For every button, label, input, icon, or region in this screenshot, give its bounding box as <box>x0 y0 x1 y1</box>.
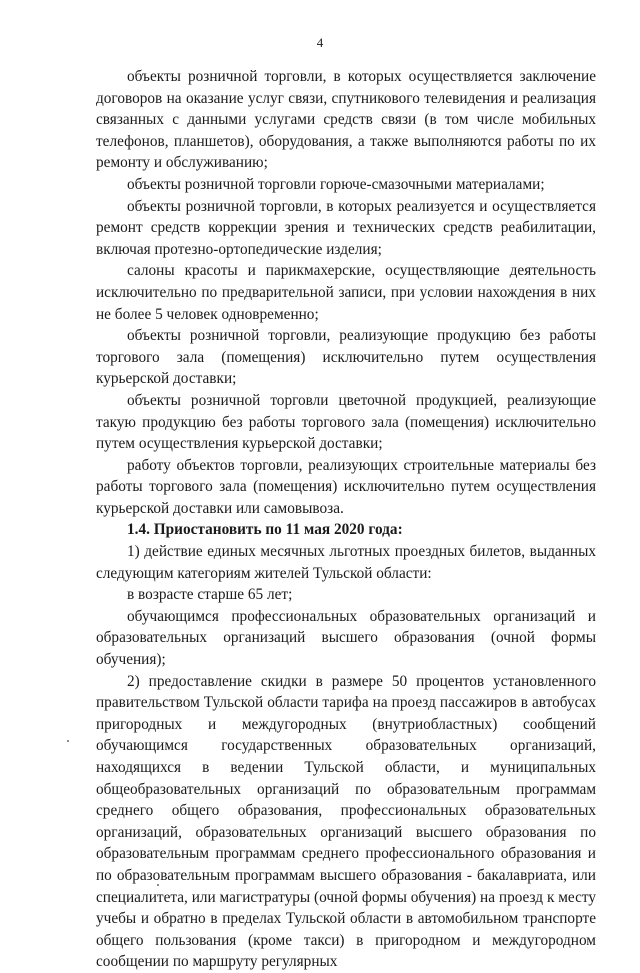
paragraph: 2) предоставление скидки в размере 50 процентов установленного правительством Тульской области тарифа на проезд пассажиров в автобусах пригородных и междугородных (внутриобластных) сообщений обучающимся государственных образовательных организаций, находящихся в ведении Тульской области, и муниципальных общеобразовательных организаций по образовательным программам среднего общего образования, профессиональных образовательных организаций, образовательных организаций высшего образования по образовательным программам среднего профессионального образования и по образовательным программам высшего образования - бакалавриата, или специалитета, или магистратуры (очной формы обучения) на проезд к месту учебы и обратно в пределах Тульской области в автомобильном транспорте общего пользования (кроме такси) в пригородном и междугородном сообщении по маршруту регулярных <box>96 672 596 971</box>
paragraph: объекты розничной торговли цветочной продукцией, реализующие такую продукцию без работы торгового зала (помещения) исключительно путем осуществления курьерской доставки; <box>96 391 596 453</box>
page-number: 4 <box>316 35 324 50</box>
document-body <box>96 66 596 973</box>
paragraph: объекты розничной торговли, в которых осуществляется заключение договоров на оказание услуг связи, спутникового телевидения и реализация связанных с данными услугами средств связи (в том числе мобильных телефонов, планшетов), оборудования, а также выполняются работы по их ремонту и обслуживанию; <box>96 68 596 172</box>
paragraph: обучающимся профессиональных образовательных организаций и образовательных организаций высшего образования (очной формы обучения); <box>96 607 596 669</box>
section-heading: 1.4. Приостановить по 11 мая 2020 года: <box>127 521 403 539</box>
paragraph: в возрасте старше 65 лет; <box>127 586 293 604</box>
scan-artifact <box>157 884 159 886</box>
paragraph: работу объектов торговли, реализующих строительные материалы без работы торгового зала (помещения) исключительно путем осуществления курьерской доставки или самовывоза. <box>96 456 596 517</box>
paragraph: объекты розничной торговли, реализующие продукцию без работы торгового зала (помещения) исключительно путем осуществления курьерской доставки; <box>96 327 596 388</box>
paragraph: объекты розничной торговли горюче-смазочными материалами; <box>127 175 545 193</box>
paragraph: объекты розничной торговли, в которых реализуется и осуществляется ремонт средств коррекции зрения и технических средств реабилитации, включая протезно-ортопедические изделия; <box>96 197 596 258</box>
paragraph: салоны красоты и парикмахерские, осуществляющие деятельность исключительно по предварительной записи, при условии нахождения в них не более 5 человек одновременно; <box>96 262 596 323</box>
scan-artifact <box>67 740 69 742</box>
paragraph: 1) действие единых месячных льготных проездных билетов, выданных следующим категориям жителей Тульской области: <box>96 543 596 582</box>
